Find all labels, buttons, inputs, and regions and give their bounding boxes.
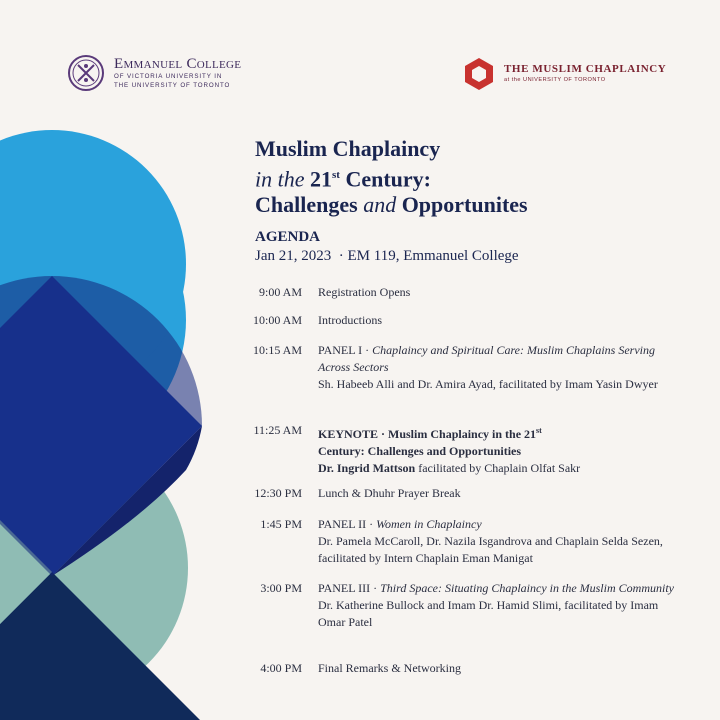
agenda-time: 11:25 AM	[253, 423, 302, 437]
royal-blue-diamond	[0, 276, 202, 576]
muslim-chaplaincy-name: THE MUSLIM CHAPLAINCY	[504, 63, 667, 76]
emmanuel-college-logo	[68, 55, 241, 91]
agenda-time: 1:45 PM	[260, 517, 302, 531]
agenda-heading: AGENDA	[255, 229, 321, 245]
muslim-chaplaincy-sub: at the UNIVERSITY OF TORONTO	[504, 77, 606, 84]
sage-circle	[0, 434, 188, 702]
navy-band	[0, 276, 202, 576]
title-line-2: in the 21st Century:	[255, 166, 431, 192]
agenda-description: PANEL II · Women in Chaplaincy Dr. Pamela McCaroll, Dr. Nazila Isgandrova and Chaplain Selda Sezen, facilitated by Intern Chaplain Eman Manigat	[318, 517, 663, 565]
agenda-time: 9:00 AM	[258, 285, 302, 299]
emmanuel-college-sub1: OF VICTORIA UNIVERSITY IN	[114, 73, 223, 81]
event-title	[255, 136, 528, 218]
event-location: EM 119, Emmanuel College	[347, 248, 519, 264]
teal-triangle	[0, 520, 52, 624]
agenda-item	[230, 312, 678, 329]
title-line-1: Muslim Chaplaincy	[255, 136, 441, 161]
agenda-description: Final Remarks & Networking	[318, 661, 461, 675]
agenda-time: 10:00 AM	[252, 313, 302, 327]
sky-blue-circle	[0, 130, 186, 398]
agenda-description: PANEL I · Chaplaincy and Spiritual Care: Muslim Chaplains Serving Across Sectors Sh. Habeeb Alli and Dr. Amira Ayad, facilitated by Imam Yasin Dwyer	[318, 343, 658, 391]
agenda-time: 3:00 PM	[260, 581, 302, 595]
agenda-time: 12:30 PM	[254, 486, 302, 500]
event-date-location: Jan 21, 2023 · EM 119, Emmanuel College	[255, 248, 519, 264]
muslim-chaplaincy-logo	[462, 57, 666, 91]
agenda-item	[230, 516, 678, 567]
agenda-time: 10:15 AM	[252, 343, 302, 357]
agenda-item	[230, 284, 678, 301]
agenda-description: Lunch & Dhuhr Prayer Break	[318, 486, 461, 500]
event-date: Jan 21, 2023	[255, 248, 332, 264]
agenda-description: KEYNOTE · Muslim Chaplaincy in the 21st Century: Challenges and Opportunities Dr. Ingrid Mattson facilitated by Chaplain Olfat Sakr	[318, 426, 581, 475]
agenda-item	[230, 660, 678, 677]
agenda-description: Registration Opens	[318, 285, 411, 299]
navy-overlap	[52, 426, 202, 576]
agenda-time: 4:00 PM	[260, 661, 302, 675]
hexagon-icon	[462, 57, 496, 91]
agenda-item	[230, 342, 678, 393]
agenda-description: Introductions	[318, 313, 382, 327]
title-line-3: Challenges and Opportunites	[255, 192, 528, 218]
sky-blue-semicircle	[0, 160, 186, 480]
crest-icon	[68, 55, 104, 91]
dark-navy-diamond	[0, 572, 200, 720]
agenda-description: PANEL III · Third Space: Situating Chaplaincy in the Muslim Community Dr. Katherine Bullock and Imam Dr. Hamid Slimi, facilitated by Imam Omar Patel	[318, 581, 674, 629]
emmanuel-college-sub2: THE UNIVERSITY OF TORONTO	[114, 81, 231, 89]
agenda-item	[230, 422, 678, 477]
agenda-item	[230, 580, 678, 631]
emmanuel-college-name: Emmanuel College	[114, 56, 242, 73]
agenda-item	[230, 485, 678, 502]
